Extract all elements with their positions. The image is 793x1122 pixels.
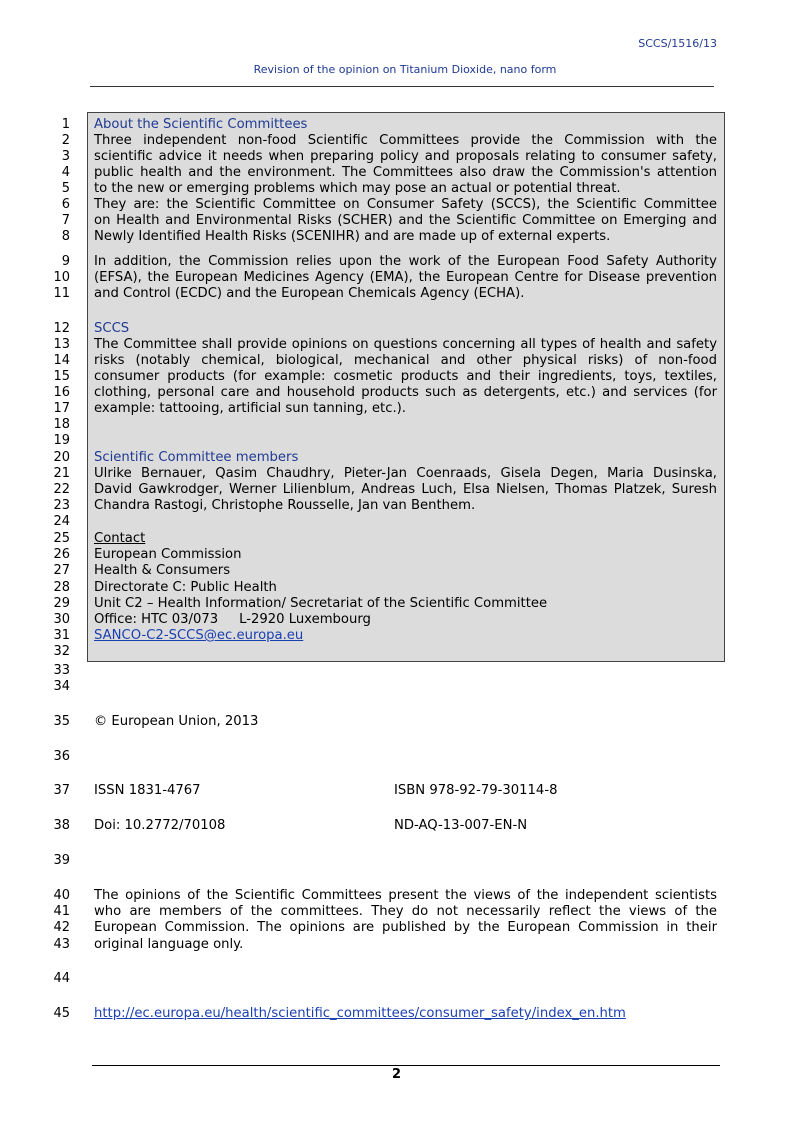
sccs-text-line: The Committee shall provide opinions on questions concerning all types of health and safety — [94, 337, 717, 352]
about-text-line: scientific advice it needs when preparing policy and proposals relating to consumer safety, — [94, 149, 717, 164]
line-number: 6 — [61, 197, 70, 212]
document-code: SCCS/1516/13 — [638, 37, 717, 50]
about-text-line: They are: the Scientific Committee on Consumer Safety (SCCS), the Scientific Committee — [94, 197, 717, 212]
line-number: 16 — [53, 385, 70, 400]
contact-email-link[interactable]: SANCO-C2-SCCS@ec.europa.eu — [94, 628, 304, 643]
line-number: 3 — [61, 149, 70, 164]
line-number: 20 — [53, 450, 70, 465]
line-number: 43 — [53, 937, 70, 952]
about-text-line: (EFSA), the European Medicines Agency (EMA), the European Centre for Disease prevention — [94, 270, 717, 285]
catalogue-number: ND-AQ-13-007-EN-N — [394, 818, 528, 833]
line-number: 31 — [53, 628, 70, 643]
line-number: 15 — [53, 369, 70, 384]
members-text-line: Ulrike Bernauer, Qasim Chaudhry, Pieter-Jan Coenraads, Gisela Degen, Maria Dusinska, — [94, 466, 717, 481]
contact-line: Health & Consumers — [94, 563, 231, 578]
line-number: 4 — [61, 165, 70, 180]
line-number: 2 — [61, 133, 70, 148]
sccs-text-line: consumer products (for example: cosmetic products and their ingredients, toys, textiles, — [94, 369, 717, 384]
issn: ISSN 1831-4767 — [94, 783, 201, 798]
disclaimer-line: original language only. — [94, 937, 244, 952]
doi: Doi: 10.2772/70108 — [94, 818, 226, 833]
line-number: 30 — [53, 612, 70, 627]
line-number: 19 — [53, 433, 70, 448]
contact-line: Unit C2 – Health Information/ Secretariat of the Scientific Committee — [94, 596, 548, 611]
contact-line: Directorate C: Public Health — [94, 580, 277, 595]
disclaimer-line: who are members of the committees. They do not necessarily reflect the views of the — [94, 904, 717, 919]
members-heading: Scientific Committee members — [94, 450, 299, 465]
contact-line: European Commission — [94, 547, 242, 562]
isbn: ISBN 978-92-79-30114-8 — [394, 783, 558, 798]
line-number: 17 — [53, 401, 70, 416]
line-number: 32 — [53, 644, 70, 659]
contact-heading: Contact — [94, 531, 146, 546]
about-text-line: and Control (ECDC) and the European Chemicals Agency (ECHA). — [94, 286, 525, 301]
page-number: 2 — [391, 1067, 402, 1082]
line-number: 10 — [53, 270, 70, 285]
line-number: 35 — [53, 714, 70, 729]
about-text-line: Newly Identified Health Risks (SCENIHR) and are made up of external experts. — [94, 229, 611, 244]
about-text-line: on Health and Environmental Risks (SCHER) and the Scientific Committee on Emerging and — [94, 213, 717, 228]
line-number: 11 — [53, 286, 70, 301]
line-number: 44 — [53, 971, 70, 986]
line-number: 12 — [53, 321, 70, 336]
line-number: 26 — [53, 547, 70, 562]
disclaimer-line: European Commission. The opinions are published by the European Commission in their — [94, 920, 717, 935]
line-number: 18 — [53, 417, 70, 432]
line-number: 27 — [53, 563, 70, 578]
line-number: 21 — [53, 466, 70, 481]
line-number: 1 — [61, 117, 70, 132]
line-number: 22 — [53, 482, 70, 497]
line-number: 37 — [53, 783, 70, 798]
line-number: 36 — [53, 749, 70, 764]
line-number: 39 — [53, 853, 70, 868]
members-text-line: Chandra Rastogi, Christophe Rousselle, Jan van Benthem. — [94, 498, 476, 513]
sccs-text-line: example: tattooing, artificial sun tanning, etc.). — [94, 401, 406, 416]
about-heading: About the Scientific Committees — [94, 117, 308, 132]
line-number: 28 — [53, 580, 70, 595]
document-title: Revision of the opinion on Titanium Dioxide, nano form — [253, 63, 557, 76]
disclaimer-line: The opinions of the Scientific Committees present the views of the independent scientists — [94, 888, 717, 903]
about-text-line: public health and the environment. The Committees also draw the Commission's attention — [94, 165, 717, 180]
sccs-text-line: risks (notably chemical, biological, mechanical and other physical risks) of non-food — [94, 353, 717, 368]
sccs-website-link[interactable]: http://ec.europa.eu/health/scientific_committees/consumer_safety/index_en.htm — [94, 1006, 626, 1021]
line-number: 7 — [61, 213, 70, 228]
line-number: 13 — [53, 337, 70, 352]
header-rule — [90, 86, 714, 87]
line-number: 14 — [53, 353, 70, 368]
line-number: 34 — [53, 679, 70, 694]
about-text-line: to the new or emerging problems which may pose an actual or potential threat. — [94, 181, 621, 196]
line-number: 40 — [53, 888, 70, 903]
members-text-line: David Gawkrodger, Werner Lilienblum, Andreas Luch, Elsa Nielsen, Thomas Platzek, Suresh — [94, 482, 717, 497]
line-number: 41 — [53, 904, 70, 919]
about-text-line: Three independent non-food Scientific Committees provide the Commission with the — [94, 133, 717, 148]
footer-rule — [92, 1065, 720, 1066]
line-number: 23 — [53, 498, 70, 513]
sccs-text-line: clothing, personal care and household products such as detergents, etc.) and services (for — [94, 385, 717, 400]
line-number: 25 — [53, 531, 70, 546]
line-number: 8 — [61, 229, 70, 244]
sccs-heading: SCCS — [94, 321, 130, 336]
about-text-line: In addition, the Commission relies upon the work of the European Food Safety Authority — [94, 254, 717, 269]
copyright: © European Union, 2013 — [94, 714, 259, 729]
line-number: 5 — [61, 181, 70, 196]
line-number: 29 — [53, 596, 70, 611]
line-number: 42 — [53, 920, 70, 935]
contact-line: Office: HTC 03/073 L-2920 Luxembourg — [94, 612, 371, 627]
line-number: 33 — [53, 663, 70, 678]
line-number: 9 — [61, 254, 70, 269]
line-number: 24 — [53, 514, 70, 529]
line-number: 38 — [53, 818, 70, 833]
line-number: 45 — [53, 1006, 70, 1021]
